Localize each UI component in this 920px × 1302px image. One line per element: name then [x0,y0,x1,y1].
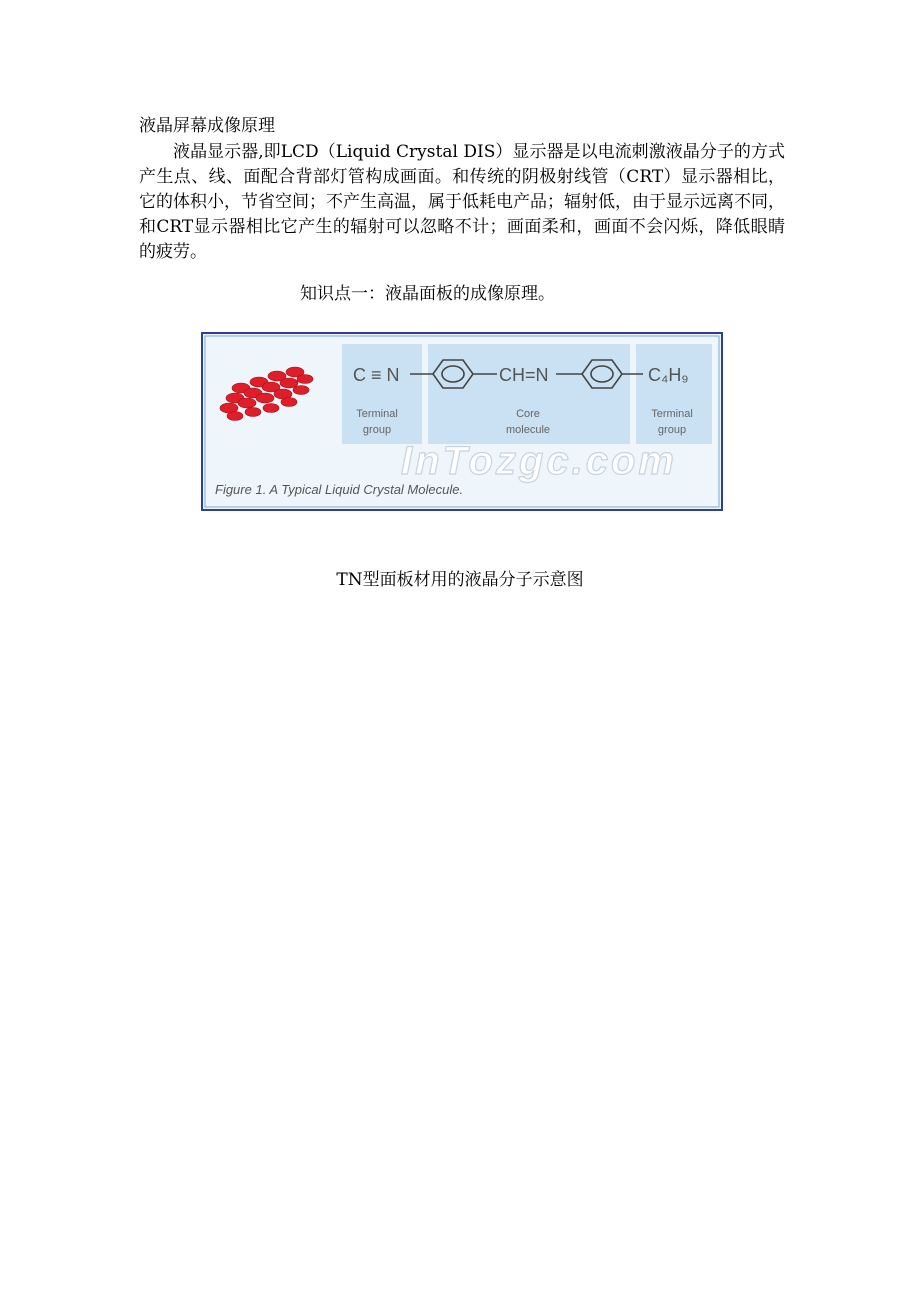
terminal-right-label-line2: group [657,424,687,436]
core-label-line1: Core [516,408,540,420]
page-title: 液晶屏幕成像原理 [139,116,275,136]
figure-title: Figure 1. A Typical Liquid Crystal Molecule. [215,482,464,497]
terminal-left-label-line1: Terminal [356,408,398,420]
intro-paragraph-text: 液晶显示器,即LCD（Liquid Crystal DIS）显示器是以电流刺激液晶分子的方式产生点、线、面配合背部灯管构成画面。和传统的阴极射线管（CRT）显示器相比，它的体积小，节省空间；不产生高温，属于低耗电产品；辐射低，由于显示远离不同，和CRT显示器相比它产生的辐射可以忽略不计；画面柔和，画面不会闪烁，降低眼睛的疲劳。 [139,142,785,262]
terminal-right-label-line1: Terminal [651,408,693,420]
section-heading: 知识点一：液晶面板的成像原理。 [300,284,555,304]
intro-paragraph [139,140,785,265]
liquid-crystal-molecule-figure [201,332,723,511]
watermark-text: InTozgc.com [401,439,677,483]
core-label-line2: molecule [505,424,551,436]
terminal-left-label-line2: group [362,424,392,436]
figure-caption: TN型面板材用的液晶分子示意图 [336,570,584,590]
terminal-left-formula: C ≡ N [353,365,400,385]
core-linkage-formula: CH=N [499,365,549,385]
terminal-right-formula: C₄H₉ [648,365,689,385]
